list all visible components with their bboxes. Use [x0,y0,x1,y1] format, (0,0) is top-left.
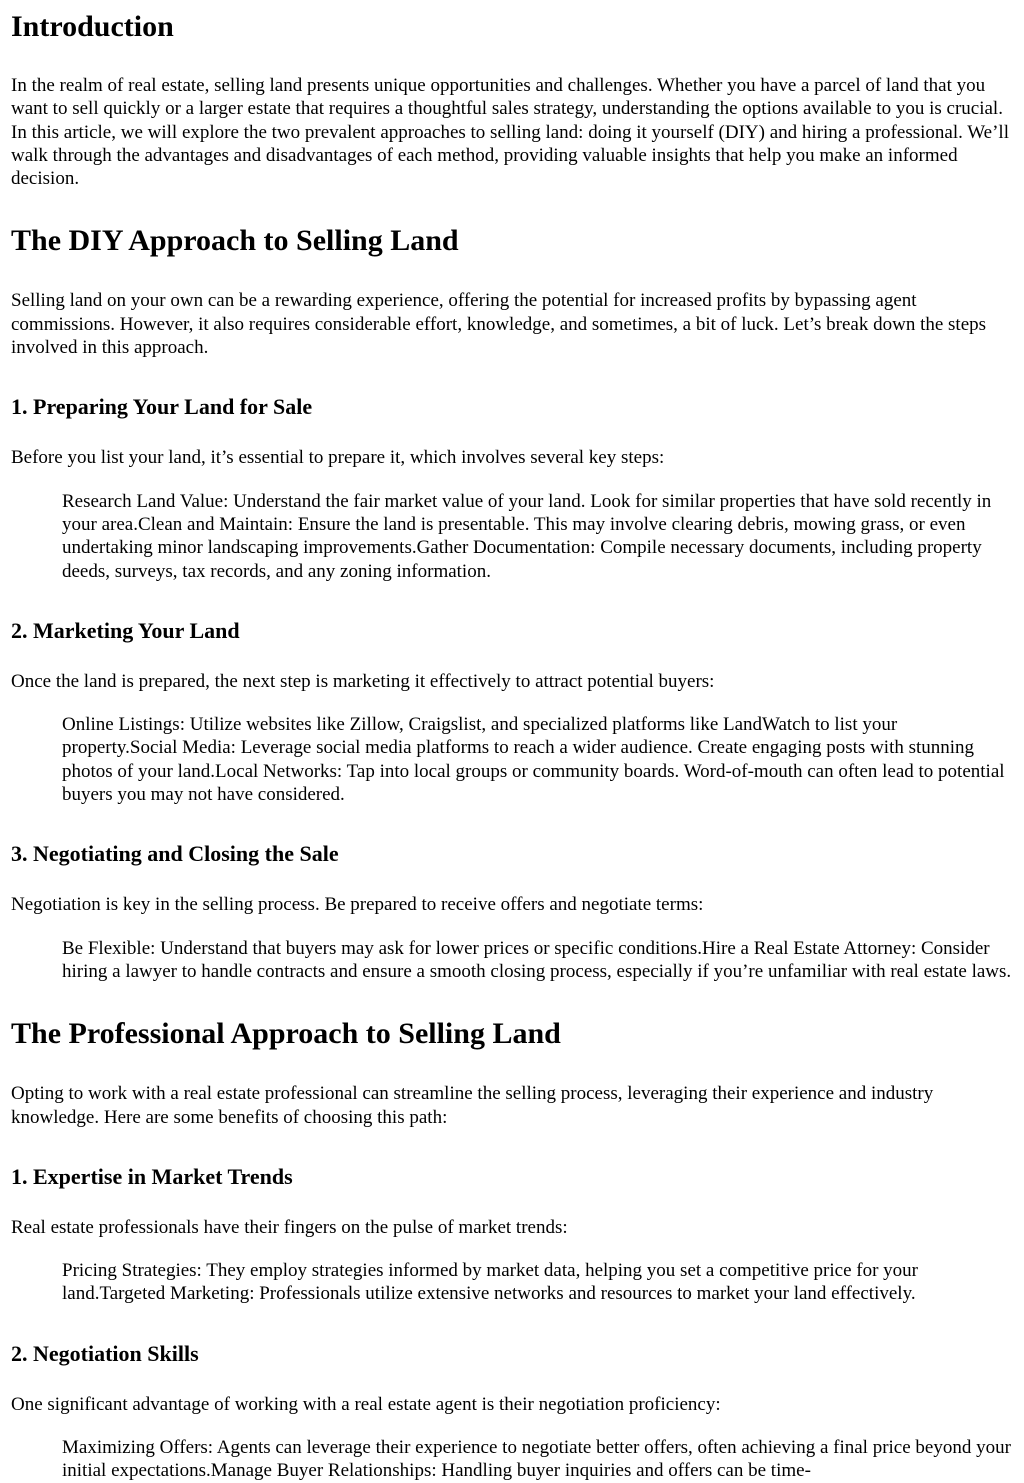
paragraph-introduction: In the realm of real estate, selling land presents unique opportunities and challenges. Whether you have a parcel of land that you want to sell quickly or a larger estate that requires a thoughtful sales strategy, understanding the options available to you is crucial. In this article, we will explore the two prevalent approaches to selling land: doing it yourself (DIY) and hiring a professional. We’ll walk through the advantages and disadvantages of each method, providing valuable insights that help you make an informed decision. [11,75,1009,190]
blockquote-negotiating-closing: Be Flexible: Understand that buyers may ask for lower prices or specific conditions.Hire a Real Estate Attorney: Consider hiring a lawyer to handle contracts and ensure a smooth closing process, especially if you’re unfamiliar with real estate laws. [62,937,1012,982]
heading-diy-approach: The DIY Approach to Selling Land [11,224,459,258]
paragraph-diy-approach: Selling land on your own can be a rewarding experience, offering the potential for increased profits by bypassing agent commissions. However, it also requires considerable effort, knowledge, and sometimes, a bit of luck. Let’s break down the steps involved in this approach. [11,290,987,359]
paragraph-marketing-land: Once the land is prepared, the next step is marketing it effectively to attract potential buyers: [11,670,715,692]
blockquote-marketing-land: Online Listings: Utilize websites like Zillow, Craigslist, and specialized platforms like LandWatch to list your property.Social Media: Leverage social media platforms to reach a wider audience. Create engaging posts with stunning photos of your land.Local Networks: Tap into local groups or community boards. Word-of-mouth can often lead to potential buyers you may not have considered. [62,714,1005,806]
paragraph-professional-approach: Opting to work with a real estate professional can streamline the selling process, leveraging their experience and industry knowledge. Here are some benefits of choosing this path: [11,1083,934,1128]
subheading-preparing-land: 1. Preparing Your Land for Sale [11,394,313,420]
blockquote-negotiation-skills: Maximizing Offers: Agents can leverage their experience to negotiate better offers, often achieving a final price beyond your initial expectations.Manage Buyer Relationships: Handling buyer inquiries and offers can be time- [62,1437,1011,1482]
heading-professional-approach: The Professional Approach to Selling Land [11,1017,561,1051]
heading-introduction: Introduction [11,10,174,43]
subheading-negotiating-closing: 3. Negotiating and Closing the Sale [11,841,339,867]
subheading-negotiation-skills: 2. Negotiation Skills [11,1340,199,1366]
paragraph-preparing-land: Before you list your land, it’s essential to prepare it, which involves several key steps: [11,447,665,469]
subheading-marketing-land: 2. Marketing Your Land [11,617,240,643]
article [0,10,1014,1483]
paragraph-negotiating-closing: Negotiation is key in the selling process. Be prepared to receive offers and negotiate terms: [11,894,704,916]
paragraph-market-expertise: Real estate professionals have their fingers on the pulse of market trends: [11,1216,568,1238]
subheading-market-expertise: 1. Expertise in Market Trends [11,1163,293,1189]
blockquote-market-expertise: Pricing Strategies: They employ strategies informed by market data, helping you set a competitive price for your land.Targeted Marketing: Professionals utilize extensive networks and resources to market your land effectively. [62,1260,918,1305]
blockquote-preparing-land: Research Land Value: Understand the fair market value of your land. Look for similar properties that have sold recently in your area.Clean and Maintain: Ensure the land is presentable. This may involve clearing debris, mowing grass, or even undertaking minor landscaping improvements.Gather Documentation: Compile necessary documents, including property deeds, surveys, tax records, and any zoning information. [62,490,992,582]
paragraph-negotiation-skills: One significant advantage of working with a real estate agent is their negotiation proficiency: [11,1393,721,1415]
